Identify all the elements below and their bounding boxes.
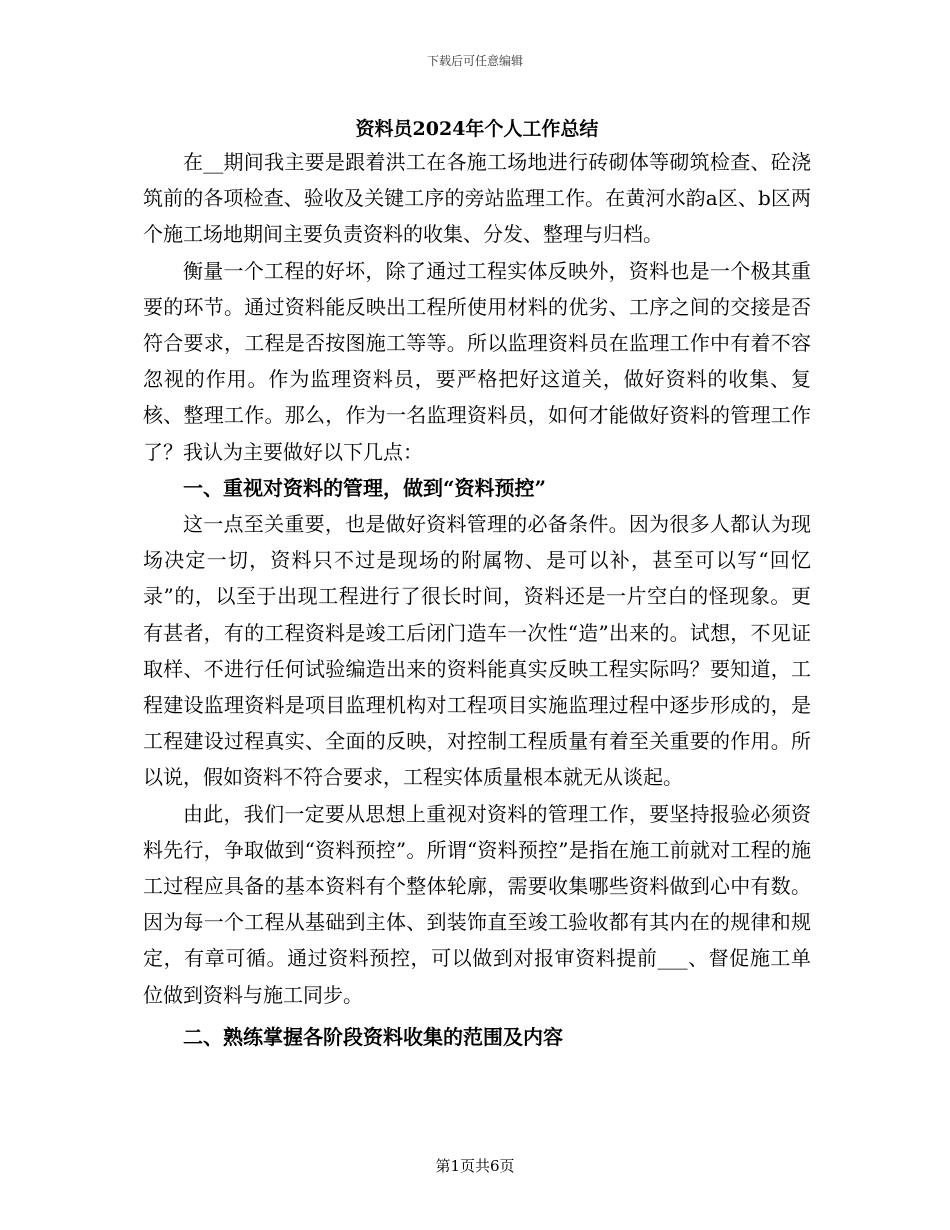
document-title: 资料员2024年个人工作总结 (355, 118, 599, 140)
section-heading-1: 一、重视对资料的管理，做到“资料预控” (183, 475, 547, 500)
page-header-note: 下载后可任意编辑 (426, 54, 523, 68)
section-1-paragraph-1: 这一点至关重要，也是做好资料管理的必备条件。因为很多人都认为现场决定一切，资料只不过是现场的附属物、是可以补，甚至可以写“回忆录”的，以至于出现工程进行了很长时间，资料还是一片空白的怪现象。更有甚者，有的工程资料是竣工后闭门造车一次性“造”出来的。试想，不见证取样、不进行任何试验编造出来的资料能真实反映工程实际吗？要知道，工程建设监理资料是项目监理机构对工程项目实施监理过程中逐步形成的，是工程建设过程真实、全面的反映，对控制工程质量有着至关重要的作用。所以说，假如资料不符合要求，工程实体质量根本就无从谈起。 (143, 512, 811, 790)
page-footer-page-number: 第1页共6页 (435, 1157, 515, 1175)
paragraph-importance: 衡量一个工程的好坏，除了通过工程实体反映外，资料也是一个极其重要的环节。通过资料能反映出工程所使用材料的优劣、工序之间的交接是否符合要求，工程是否按图施工等等。所以监理资料员在监理工作中有着不容忽视的作用。作为监理资料员，要严格把好这道关，做好资料的收集、复核、整理工作。那么，作为一名监理资料员，如何才能做好资料的管理工作了？我认为主要做好以下几点： (143, 258, 811, 464)
section-heading-2: 二、熟练掌握各阶段资料收集的范围及内容 (183, 1024, 563, 1049)
document-body (143, 114, 811, 1055)
paragraph-intro: 在__期间我主要是跟着洪工在各施工场地进行砖砌体等砌筑检查、砼浇筑前的各项检查、验收及关键工序的旁站监理工作。在黄河水韵a区、b区两个施工场地期间主要负责资料的收集、分发、整理与归档。 (143, 150, 811, 247)
section-1-paragraph-2: 由此，我们一定要从思想上重视对资料的管理工作，要坚持报验必须资料先行，争取做到“资料预控”。所谓“资料预控”是指在施工前就对工程的施工过程应具备的基本资料有个整体轮廓，需要收集哪些资料做到心中有数。因为每一个工程从基础到主体、到装饰直至竣工验收都有其内在的规律和规定，有章可循。通过资料预控，可以做到对报审资料提前___、督促施工单位做到资料与施工同步。 (143, 801, 811, 1007)
